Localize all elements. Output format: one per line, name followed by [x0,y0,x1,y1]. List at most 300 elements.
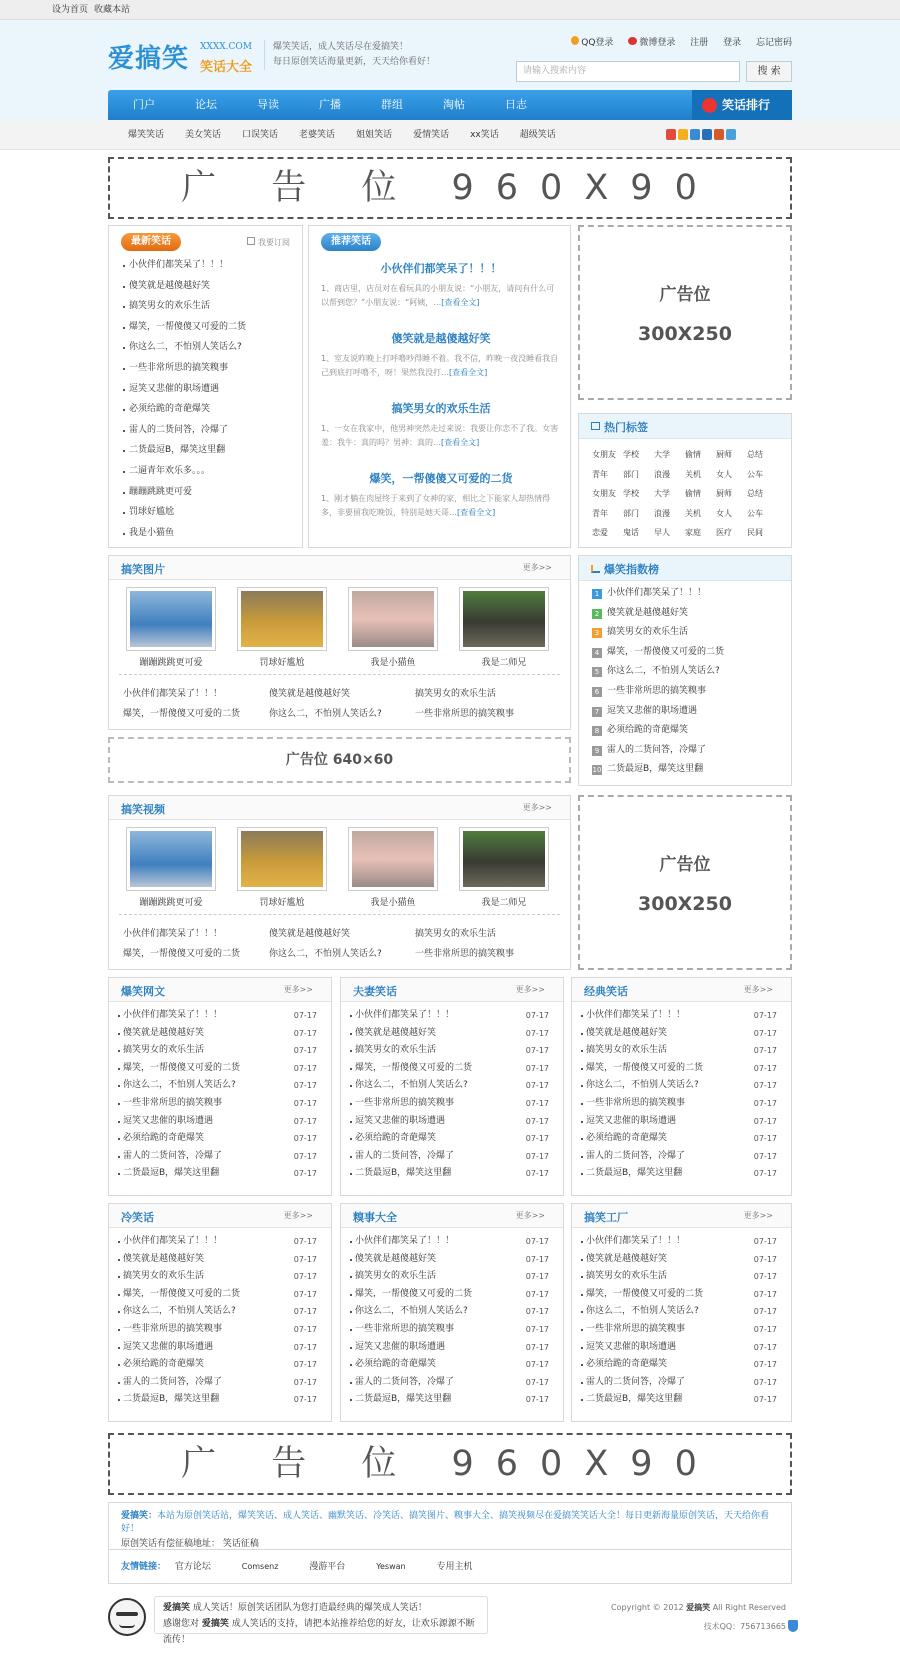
share-weibo-icon[interactable] [666,129,676,140]
more-link[interactable]: 更多>> [283,985,313,994]
list-item[interactable]: 逗笑又悲催的职场遭遇 07-17 [109,1339,331,1357]
list-item[interactable]: 逗笑又悲催的职场遭遇 07-17 [572,1113,791,1131]
tag-link[interactable]: 浪漫 [654,469,670,479]
subnav-item[interactable]: 爆笑笑话 [128,130,165,140]
tag-link[interactable]: 偷情 [685,450,701,459]
nav-item-collections[interactable]: 淘帖 [443,98,465,111]
search-input[interactable]: 请输入搜索内容 [516,61,740,82]
list-item[interactable]: 逗笑又悲催的职场遭遇 07-17 [109,1113,331,1131]
panel-header [109,1204,331,1228]
friend-link[interactable]: Yeswan [376,1562,406,1571]
list-item[interactable]: 搞笑男女的欢乐生活 07-17 [341,1042,563,1060]
more-link[interactable]: 更多>> [743,1211,773,1220]
tag-link[interactable]: 学校 [623,489,639,498]
list-item[interactable]: 搞笑男女的欢乐生活 07-17 [572,1042,791,1060]
item-date: 07-17 [753,1342,777,1352]
list-item[interactable]: 傻笑就是越傻越好笑 07-17 [341,1251,563,1269]
list-item[interactable]: 雷人的二货问答，冷爆了 07-17 [572,1148,791,1166]
hot-tags-title: 热门标签 [604,421,648,434]
ranking-item[interactable]: 6 一些非常所思的搞笑糗事 [579,682,791,702]
tag-link[interactable]: 浪漫 [654,508,670,518]
ad-label: 广告位 [659,285,711,305]
header [0,20,900,90]
slogan-line-2: 每日原创笑话海量更新，天天给你看好！ [273,57,436,67]
more-link[interactable]: 更多>> [515,1211,545,1220]
text-link[interactable]: 你这么二，不怕别人笑话么? [269,949,382,959]
ranking-item[interactable]: 1 小伙伴们都笑呆了！！！ [579,584,791,604]
category-list [341,1002,563,1183]
list-item[interactable]: 罚球好尴尬 [109,502,302,523]
login-link[interactable]: 登录 [723,38,742,48]
hot-tags-list [579,439,791,543]
list-item[interactable]: 小伙伴们都笑呆了！！！ 07-17 [341,1007,563,1025]
list-item[interactable]: 必须给跪的奇葩爆笑 07-17 [341,1356,563,1374]
subnav-item[interactable]: 姐姐笑话 [356,130,393,140]
tag-link[interactable]: 女人 [716,469,732,479]
tag-link[interactable]: 厨师 [716,450,732,459]
tag-link[interactable]: 公车 [747,469,763,479]
tag-link[interactable]: 总结 [747,489,763,498]
item-date: 07-17 [753,1289,777,1299]
list-item[interactable]: 二货最逗B，爆笑这里翻 07-17 [572,1391,791,1409]
item-date: 07-17 [293,1237,317,1246]
photo-caption[interactable]: 蹦蹦跳跳更可爱 [139,658,203,668]
tag-link[interactable]: 女人 [716,508,732,518]
list-item[interactable]: 一些非常所思的搞笑糗事 07-17 [341,1321,563,1339]
ranking-item[interactable]: 9 雷人的二货问答，冷爆了 [579,741,791,761]
friend-link[interactable]: 官方论坛 [174,1562,211,1572]
ranking-icon [702,98,717,113]
tag-icon [591,422,600,430]
list-item[interactable]: 雷人的二货问答，冷爆了 07-17 [341,1374,563,1392]
list-item[interactable]: 必须给跪的奇葩爆笑 07-17 [109,1356,331,1374]
category-panel [571,1203,792,1422]
latest-jokes-panel [108,225,303,548]
text-link[interactable]: 傻笑就是越傻越好笑 [269,689,351,699]
item-date: 07-17 [753,1237,777,1246]
list-item[interactable]: 傻笑就是越傻越好笑 07-17 [572,1025,791,1043]
friend-link[interactable]: 专用主机 [436,1562,473,1572]
list-item[interactable]: 二逼青年欢乐多。。。 [109,461,302,482]
item-date: 07-17 [525,1342,549,1352]
panel-header [109,978,331,1002]
video-thumbnail[interactable] [348,827,438,891]
item-date: 07-17 [753,1063,777,1073]
item-date: 07-17 [525,1098,549,1108]
photo-caption[interactable]: 罚球好尴尬 [259,658,305,668]
list-item[interactable]: 雷人的二货问答，冷爆了 07-17 [341,1148,563,1166]
ranking-item[interactable]: 4 爆笑，一帮傻傻又可爱的二货 [579,643,791,663]
list-item[interactable]: 二货最逗B，爆笑这里翻 07-17 [109,1165,331,1183]
shield-icon [788,1620,798,1632]
item-date: 07-17 [753,1169,777,1179]
tag-link[interactable]: 学校 [623,450,639,459]
rank-number: 7 [592,707,602,717]
more-link[interactable]: 更多>> [283,1211,313,1220]
photo-thumbnail[interactable] [348,587,438,651]
list-item[interactable]: 二货最逗B，爆笑这里翻 07-17 [572,1165,791,1183]
item-date: 07-17 [293,1307,317,1317]
list-item[interactable]: 二货最逗B，爆笑这里翻 [109,440,302,461]
text-link[interactable]: 一些非常所思的搞笑糗事 [415,949,515,959]
list-item[interactable]: 爆笑，一帮傻傻又可爱的二货 07-17 [341,1060,563,1078]
read-more-link[interactable]: [查看全文] [441,438,480,447]
tag-link[interactable]: 医疗 [716,528,732,537]
divider [119,674,560,675]
list-item[interactable]: 搞笑男女的欢乐生活 07-17 [341,1268,563,1286]
article-summary: 1、商店里，店员对在看玩具的小朋友说：“小朋友，请问有什么可以帮到您？”小朋友说：“阿姨，…[查看全文] [321,284,555,307]
share-tqq-icon[interactable] [690,129,700,140]
text-link[interactable]: 搞笑男女的欢乐生活 [415,689,497,699]
nav-item-forum[interactable]: 论坛 [195,98,217,111]
panel-title: 搞笑视频 [121,803,165,816]
panel-title: 经典笑话 [584,985,628,998]
item-date: 07-17 [753,1307,777,1317]
item-date: 07-17 [293,1395,317,1405]
cat-image [130,591,212,647]
subnav-item[interactable]: xx笑话 [470,130,499,140]
recommended-article [321,470,561,522]
item-date: 07-17 [525,1134,549,1144]
list-item[interactable]: 小伙伴们都笑呆了！！！ 07-17 [572,1007,791,1025]
item-date: 07-17 [293,1342,317,1352]
item-date: 07-17 [293,1098,317,1108]
tag-link[interactable]: 青年 [592,508,608,518]
tag-link[interactable]: 早人 [654,528,670,537]
category-panel [340,977,564,1196]
text-link[interactable]: 爆笑，一帮傻傻又可爱的二货 [123,949,241,959]
item-date: 07-17 [525,1151,549,1161]
list-item[interactable]: 雷人的二货问答，冷爆了 07-17 [572,1374,791,1392]
dog-image [463,591,545,647]
user-links [559,35,792,48]
tag-link[interactable]: 民间 [747,528,763,537]
article-title[interactable]: 小伙伴们都笑呆了！！！ [380,262,502,275]
item-date: 07-17 [293,1377,317,1387]
list-item[interactable]: 搞笑男女的欢乐生活 07-17 [572,1268,791,1286]
list-item[interactable]: 逗笑又悲催的职场遭遇 [109,379,302,400]
item-date: 07-17 [525,1324,549,1334]
list-item[interactable]: 雷人的二货问答，冷爆了 07-17 [109,1148,331,1166]
list-item[interactable]: 爆笑，一帮傻傻又可爱的二货 07-17 [109,1060,331,1078]
list-item[interactable]: 傻笑就是越傻越好笑 07-17 [341,1025,563,1043]
footer-message: 爱搞笑 成人笑话！原创笑话团队为您打造最经典的爆笑成人笑话！ 感谢您对 爱搞笑 成人笑话的支持，请把本站推荐给您的好友，让欢乐源源不断流传！ [154,1596,488,1634]
hot-tags-header [579,414,791,439]
list-item[interactable]: 逗笑又悲催的职场遭遇 07-17 [572,1339,791,1357]
set-home-link[interactable]: 设为首页 [52,5,89,15]
tag-link[interactable]: 青年 [592,469,608,479]
item-date: 07-17 [525,1063,549,1073]
footer-area [108,1502,792,1650]
more-link[interactable]: 更多>> [522,563,552,572]
list-item[interactable]: 爆笑，一帮傻傻又可爱的二货 07-17 [341,1286,563,1304]
list-item[interactable]: 小伙伴们都笑呆了！！！ 07-17 [341,1233,563,1251]
tag-link[interactable]: 部门 [623,508,639,518]
list-item[interactable]: 你这么二，不怕别人笑话么? 07-17 [572,1077,791,1095]
divider [119,914,560,915]
nav-item-groups[interactable]: 群组 [381,98,403,111]
list-item[interactable]: 必须给跪的奇葩爆笑 07-17 [109,1130,331,1148]
site-logo[interactable] [108,36,258,76]
list-item[interactable]: 你这么二，不怕别人笑话么? [109,337,302,358]
side-ad-1[interactable] [578,225,792,400]
share-douban-icon[interactable] [726,129,736,140]
item-date: 07-17 [525,1289,549,1299]
share-icons [664,129,736,143]
weibo-login-link[interactable]: 微博登录 [628,38,675,48]
photo-caption[interactable]: 我是二师兄 [481,658,527,668]
list-item[interactable]: 搞笑男女的欢乐生活 [109,296,302,317]
panel-header [572,1204,791,1228]
ranking-item[interactable]: 5 你这么二，不怕别人笑话么? [579,662,791,682]
list-item[interactable]: 一些非常所思的搞笑糗事 [109,358,302,379]
text-link[interactable]: 你这么二，不怕别人笑话么? [269,709,382,719]
item-date: 07-17 [753,1134,777,1144]
ranking-item[interactable]: 2 傻笑就是越傻越好笑 [579,604,791,624]
top-banner-ad[interactable]: 广 告 位 960X90 [108,157,792,219]
panel-title: 爆笑网文 [121,985,165,998]
tag-link[interactable]: 大学 [654,489,670,498]
sub-nav [0,120,900,150]
article-title[interactable]: 搞笑男女的欢乐生活 [391,402,491,415]
subnav-item[interactable]: 爱情笑话 [413,130,450,140]
list-item[interactable]: 一些非常所思的搞笑糗事 07-17 [572,1321,791,1339]
nav-item-blog[interactable]: 日志 [505,98,527,111]
list-item[interactable]: 必须给跪的奇葩爆笑 07-17 [341,1130,563,1148]
main-content [108,225,792,1493]
list-item[interactable]: 雷人的二货问答，冷爆了 [109,420,302,441]
panel-header [109,556,570,580]
item-date: 07-17 [753,1324,777,1334]
list-item[interactable]: 你这么二，不怕别人笑话么? 07-17 [109,1303,331,1321]
list-item[interactable]: 搞笑男女的欢乐生活 07-17 [109,1042,331,1060]
photo-thumbnail[interactable] [459,587,549,651]
item-date: 07-17 [293,1046,317,1056]
item-date: 07-17 [525,1028,549,1038]
video-thumbnail[interactable] [126,827,216,891]
item-date: 07-17 [753,1395,777,1405]
text-link[interactable]: 小伙伴们都笑呆了！！！ [123,689,223,699]
item-date: 07-17 [293,1116,317,1126]
list-item[interactable]: 我是小猫鱼 [109,523,302,544]
list-item[interactable]: 爆笑，一帮傻傻又可爱的二货 07-17 [572,1286,791,1304]
nav-item-guide[interactable]: 导读 [257,98,279,111]
list-item[interactable]: 小伙伴们都笑呆了！！！ 07-17 [572,1233,791,1251]
bookmark-link[interactable]: 收藏本站 [94,5,131,15]
list-item[interactable]: 你这么二，不怕别人笑话么? 07-17 [341,1303,563,1321]
item-date: 07-17 [293,1151,317,1161]
list-item[interactable]: 傻笑就是越傻越好笑 07-17 [109,1025,331,1043]
list-item[interactable]: 你这么二，不怕别人笑话么? 07-17 [109,1077,331,1095]
list-item[interactable]: 爆笑，一帮傻傻又可爱的二货 07-17 [572,1060,791,1078]
subscribe-link[interactable]: 我要订阅 [247,237,290,248]
list-item[interactable]: 爆笑，一帮傻傻又可爱的二货 [109,317,302,338]
latest-jokes-list [109,255,302,543]
tag-link[interactable]: 家庭 [685,528,701,537]
more-link[interactable]: 更多>> [743,985,773,994]
basketball-image [241,831,323,887]
article-summary: 1、一女在我家中，他男神突然走过来说：我要让你恋不了我。女害羞：我牛：真的吗？男神：真的…[查看全文] [321,424,559,447]
rank-number: 2 [592,609,602,619]
list-item[interactable]: 小伙伴们都笑呆了！！！ 07-17 [109,1007,331,1025]
forgot-password-link[interactable]: 忘记密码 [755,38,792,48]
rank-number: 1 [592,589,602,599]
basketball-image [241,591,323,647]
side-ad-2[interactable] [578,795,792,970]
tag-link[interactable]: 偷情 [685,489,701,498]
list-item[interactable]: 一些非常所思的搞笑糗事 07-17 [341,1095,563,1113]
logo-text: 爱搞笑 [108,44,190,74]
category-list [572,1228,791,1409]
tag-link[interactable]: 关机 [685,508,701,518]
panel-header [109,796,570,820]
list-item[interactable]: 爆笑，一帮傻傻又可爱的二货 07-17 [109,1286,331,1304]
share-kaixin-icon[interactable] [714,129,724,140]
share-qzone-icon[interactable] [678,129,688,140]
list-item[interactable]: 一些非常所思的搞笑糗事 07-17 [572,1095,791,1113]
item-date: 07-17 [525,1395,549,1405]
read-more-link[interactable]: [查看全文] [441,298,480,307]
tag-link[interactable]: 恋爱 [592,528,608,537]
ranking-title: 爆笑指数榜 [604,563,659,576]
video-thumbnail[interactable] [459,827,549,891]
photo-thumbnail[interactable] [126,587,216,651]
recruit-link[interactable]: 笑话征稿 [222,1539,259,1549]
tag-link[interactable]: 大学 [654,450,670,459]
item-date: 07-17 [525,1377,549,1387]
item-date: 07-17 [525,1116,549,1126]
ad-size: 300X250 [638,893,732,915]
text-link[interactable]: 搞笑男女的欢乐生活 [415,929,497,939]
more-link[interactable]: 更多>> [522,803,552,812]
copyright: Copyright © 2012 爱搞笑 All Right Reserved 技术QQ：756713665 [611,1603,786,1631]
list-item[interactable]: 逗笑又悲催的职场遭遇 07-17 [341,1113,563,1131]
weibo-icon [628,37,637,45]
list-item[interactable]: 傻笑就是越傻越好笑 [109,276,302,297]
video-caption[interactable]: 罚球好尴尬 [259,898,305,908]
nav-item-portal[interactable]: 门户 [133,98,155,111]
item-date: 07-17 [293,1169,317,1179]
list-item[interactable]: 一些非常所思的搞笑糗事 07-17 [109,1321,331,1339]
ranking-item[interactable]: 3 搞笑男女的欢乐生活 [579,623,791,643]
list-item[interactable]: 二货最逗B，爆笑这里翻 07-17 [341,1391,563,1409]
hand-image [352,591,434,647]
friend-link[interactable]: 漫游平台 [309,1562,346,1572]
text-link[interactable]: 傻笑就是越傻越好笑 [269,929,351,939]
bottom-banner-ad[interactable]: 广 告 位 960X90 [108,1433,792,1495]
list-item[interactable]: 必须给跪的奇葩爆笑 07-17 [572,1130,791,1148]
text-link[interactable]: 爆笑，一帮傻傻又可爱的二货 [123,709,241,719]
nav-item-broadcast[interactable]: 广播 [319,98,341,111]
subnav-item[interactable]: 口误笑话 [242,130,279,140]
register-link[interactable]: 注册 [690,38,709,48]
subnav-item[interactable]: 美女笑话 [185,130,222,140]
ranking-item[interactable]: 10 二货最逗B，爆笑这里翻 [592,764,704,775]
video-caption[interactable]: 蹦蹦跳跳更可爱 [139,898,203,908]
ranking-list [579,581,791,780]
list-item[interactable]: 雷人的二货问答，冷爆了 07-17 [109,1374,331,1392]
video-caption[interactable]: 我是二师兄 [481,898,527,908]
video-caption[interactable]: 我是小猫鱼 [370,898,416,908]
subnav-item[interactable]: 超级笑话 [519,130,556,140]
hot-tags-panel [578,413,792,548]
category-panel [340,1203,564,1422]
item-date: 07-17 [293,1272,317,1282]
tag-link[interactable]: 鬼话 [623,528,639,537]
ranking-item[interactable]: 8 必须给跪的奇葩爆笑 [579,721,791,741]
list-item[interactable]: 傻笑就是越傻越好笑 07-17 [109,1251,331,1269]
friend-link[interactable]: Comsenz [241,1562,279,1571]
item-date: 07-17 [753,1360,777,1370]
list-item[interactable]: 你这么二，不怕别人笑话么? 07-17 [572,1303,791,1321]
funny-videos-panel [108,795,571,970]
search-button[interactable]: 搜 索 [746,61,792,82]
text-link[interactable]: 一些非常所思的搞笑糗事 [415,709,515,719]
qq-login-link[interactable]: QQ登录 [571,38,613,48]
main-nav [108,90,792,120]
nav-bar [0,90,900,120]
list-item[interactable]: 二货最逗B，爆笑这里翻 07-17 [341,1165,563,1183]
article-title[interactable]: 傻笑就是越傻越好笑 [391,332,491,345]
tag-link[interactable]: 厨师 [716,489,732,498]
tag-link[interactable]: 部门 [623,469,639,479]
slogan-line-1: 爆笑笑话，成人笑话尽在爱搞笑！ [273,42,409,52]
ranking-header [579,556,791,581]
recruit-line: 原创笑话有偿征稿地址： 笑话征稿 [121,1539,259,1549]
read-more-link[interactable]: [查看全文] [449,368,488,377]
tag-link[interactable]: 关机 [685,469,701,479]
text-link[interactable]: 小伙伴们都笑呆了！！！ [123,929,223,939]
list-item[interactable]: 必须给跪的奇葩爆笑 [109,399,302,420]
list-item[interactable]: 傻笑就是越傻越好笑 07-17 [572,1251,791,1269]
list-item[interactable]: 你这么二，不怕别人笑话么? 07-17 [341,1077,563,1095]
item-date: 07-17 [753,1028,777,1038]
photo-caption[interactable]: 我是小猫鱼 [370,658,416,668]
list-item[interactable]: 小伙伴们都笑呆了！！！ 07-17 [109,1233,331,1251]
rank-number: 4 [592,648,602,658]
ranking-label: 笑话排行 [722,98,771,112]
list-item[interactable]: 蹦蹦跳跳更可爱 [109,482,302,503]
item-date: 07-17 [525,1081,549,1091]
subnav-item[interactable]: 老婆笑话 [299,130,336,140]
list-item[interactable]: 小伙伴们都笑呆了！！！ [109,255,302,276]
tag-link[interactable]: 公车 [747,508,763,518]
list-item[interactable]: 搞笑男女的欢乐生活 07-17 [109,1268,331,1286]
tag-link[interactable]: 总结 [747,450,763,459]
tag-link[interactable]: 女朋友 [592,450,616,459]
list-item[interactable]: 一些非常所思的搞笑糗事 07-17 [109,1095,331,1113]
list-item[interactable]: 逗笑又悲催的职场遭遇 07-17 [341,1339,563,1357]
article-title[interactable]: 爆笑，一帮傻傻又可爱的二货 [369,472,513,485]
photo-thumbnail[interactable] [237,587,327,651]
recommended-title: 推荐笑话 [321,233,381,251]
joke-ranking-button[interactable] [692,90,792,120]
share-renren-icon[interactable] [702,129,712,140]
panel-title: 搞笑图片 [121,563,165,576]
list-item[interactable]: 二货最逗B，爆笑这里翻 07-17 [109,1391,331,1409]
tag-link[interactable]: 女朋友 [592,489,616,498]
ranking-item[interactable]: 7 逗笑又悲催的职场遭遇 [579,702,791,722]
more-link[interactable]: 更多>> [515,985,545,994]
video-thumbnail[interactable] [237,827,327,891]
mid-banner-ad[interactable]: 广告位 640×60 [108,737,571,783]
read-more-link[interactable]: [查看全文] [457,508,496,517]
item-date: 07-17 [293,1254,317,1264]
list-item[interactable]: 必须给跪的奇葩爆笑 07-17 [572,1356,791,1374]
panel-header [341,978,563,1002]
item-date: 07-17 [293,1289,317,1299]
item-date: 07-17 [753,1011,777,1020]
